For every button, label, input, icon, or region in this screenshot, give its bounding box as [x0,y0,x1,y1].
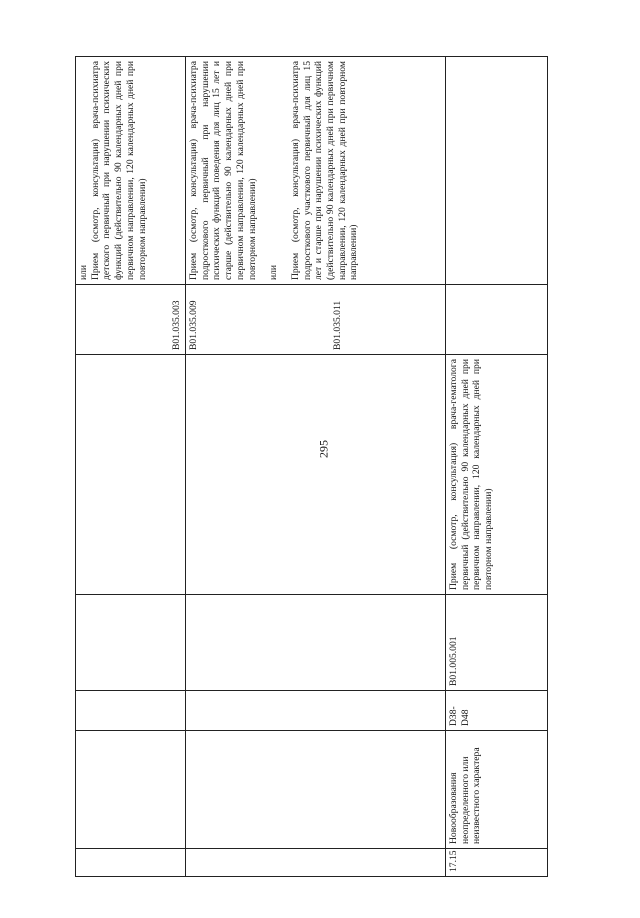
row1-or-text: или [78,264,89,280]
row1-number-cell [76,849,186,877]
page-number: 295 [316,440,331,458]
row3-disease: Новообразования неопределенного или неизвестного характера [448,747,483,844]
row3-icd: D38-D48 [448,706,471,726]
row3-service-code: B01.005.001 [448,636,459,686]
row2-specialist-code-cell [186,285,446,355]
row3-service-desc-cell [446,355,548,595]
row3-specialist-desc-cell [446,57,548,285]
row1-service-desc-cell [76,355,186,595]
row3-number: 17.15 [448,850,459,872]
row2-disease-cell [186,731,446,849]
row2-specialist-desc-1: Прием (осмотр, консультация) врача-психиатра подросткового первичный при нарушении психических функций поведения для лиц 15 лет и старше (действительно 90 календарных дней при первичном направлении, 120 календарных дней при повторном направлении) [188,61,258,280]
row2-specialist-desc-2: Прием (осмотр, консультация) врача-психиатра подросткового участкового первичный для лиц 15 лет и старше при нарушении психических функций (действительно 90 календарных дней при первичном направлении, 120 календарных дней при повторном направлении) [289,61,360,280]
row2-service-desc-cell [186,355,446,595]
row1-icd-cell [76,691,186,731]
row2-or-text: или [268,264,280,280]
row2-number-cell [186,849,446,877]
row1-specialist-code-cell [76,285,186,355]
row3-specialist-code-cell [446,285,548,355]
row3-service-desc: Прием (осмотр, консультация) врача-гематолога первичный (действительно 90 календарных дней при первичном направлении, 120 календарных дней при повторном направлении) [448,359,495,590]
row2-service-code-cell [186,595,446,691]
row2-icd-cell [186,691,446,731]
table-row [446,57,548,877]
row2-specialist-code-1: B01.035.009 [188,300,199,350]
row3-number-cell [446,849,548,877]
table-row [186,57,446,877]
row3-disease-cell [446,731,548,849]
row3-service-code-cell [446,595,548,691]
row2-specialist-code-2: B01.035.011 [331,300,343,350]
row3-icd-cell [446,691,548,731]
row2-specialist-desc-cell [186,57,446,285]
row1-disease-cell [76,731,186,849]
row1-specialist-desc: Прием (осмотр, консультация) врача-психиатра детского первичный при нарушении психических функций (действительно 90 календарных дней при первичном направлении, 120 календарных дней при повторном направлении) [89,61,148,280]
services-table [75,56,548,877]
row1-specialist-code: B01.035.003 [171,300,183,350]
table-row [76,57,186,877]
row1-service-code-cell [76,595,186,691]
rotated-table-sheet [75,57,547,877]
row1-specialist-desc-cell [76,57,186,285]
